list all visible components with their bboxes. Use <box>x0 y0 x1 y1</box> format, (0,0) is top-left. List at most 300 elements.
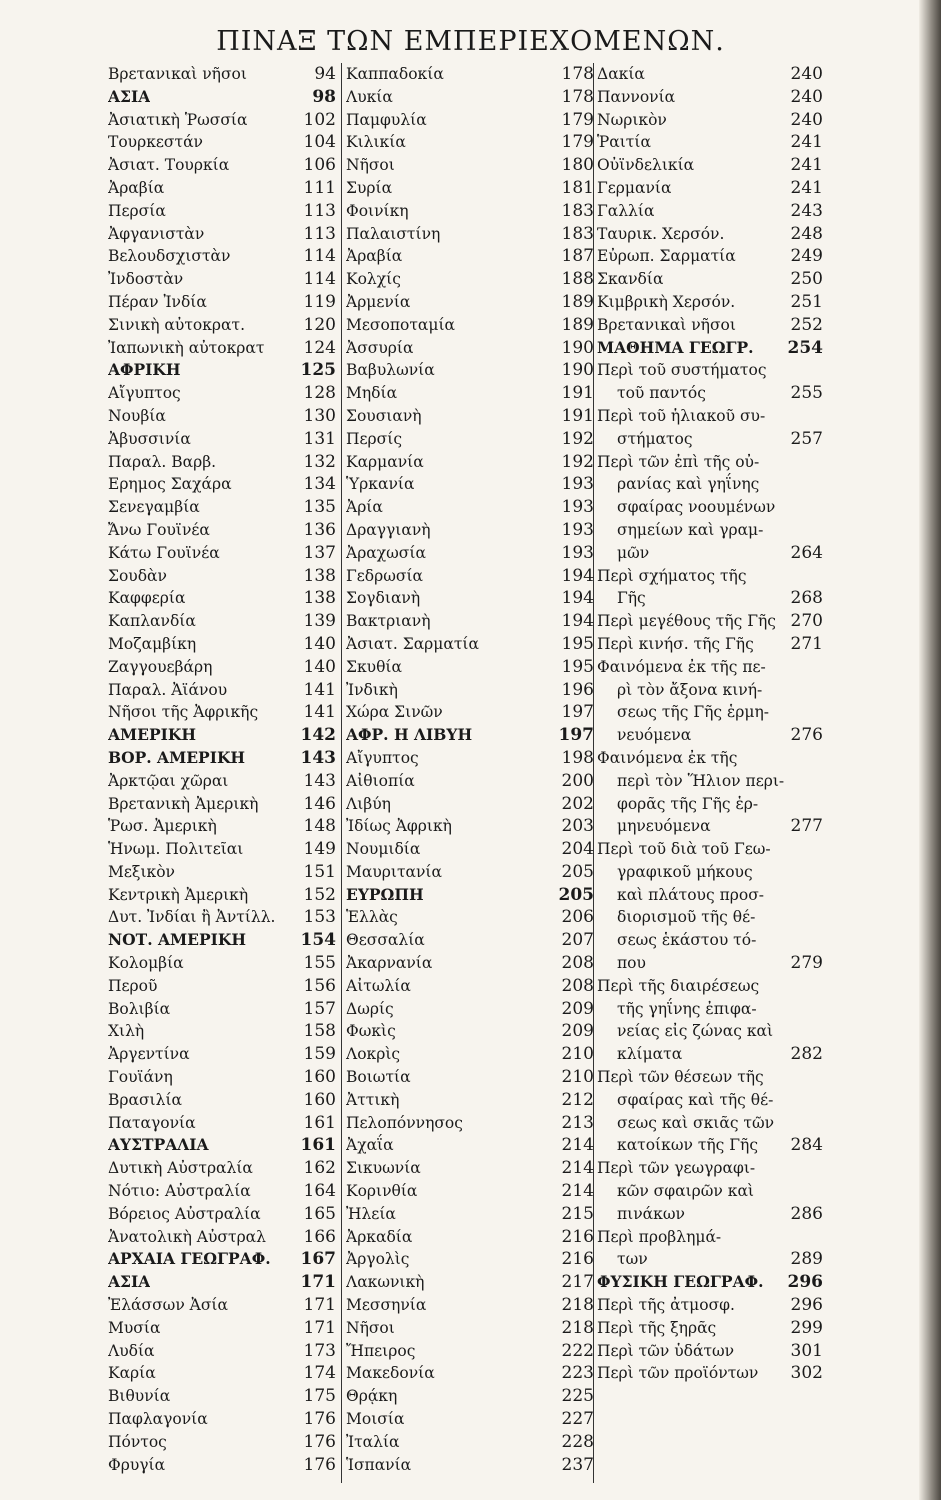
entry-label: Κεντρικὴ Ἀμερικὴ <box>108 885 249 904</box>
index-entry <box>346 793 594 816</box>
entry-page-number: 164 <box>303 1181 336 1202</box>
entry-label: Περὶ τῆς ἀτμοσφ. <box>597 1296 735 1315</box>
index-entry <box>595 496 823 519</box>
index-entry <box>108 359 336 382</box>
entry-label: Πόντος <box>108 1432 167 1451</box>
index-entry <box>595 770 823 793</box>
entry-page-number: 113 <box>303 200 336 221</box>
entry-page-number: 197 <box>558 725 594 746</box>
entry-page-number: 289 <box>790 1249 823 1270</box>
index-entry <box>108 337 336 360</box>
index-column-3 <box>595 63 823 1498</box>
index-entry <box>346 998 594 1021</box>
entry-label: Ὑρκανία <box>346 475 415 494</box>
index-entry <box>108 109 336 132</box>
entry-label: γραφικοῦ μήκους <box>617 862 753 881</box>
index-entry <box>595 565 823 588</box>
entry-label: Αἴγυπτος <box>108 384 181 403</box>
entry-page-number: 194 <box>561 611 594 632</box>
entry-page-number: 193 <box>561 542 594 563</box>
entry-page-number: 131 <box>303 428 336 449</box>
index-entry <box>346 701 594 724</box>
entry-page-number: 192 <box>561 451 594 472</box>
entry-page-number: 237 <box>561 1454 594 1475</box>
entry-page-number: 183 <box>561 223 594 244</box>
entry-page-number: 222 <box>561 1340 594 1361</box>
index-entry <box>595 1157 823 1180</box>
entry-page-number: 196 <box>561 679 594 700</box>
entry-page-number: 208 <box>561 953 594 974</box>
entry-page-number: 120 <box>303 314 336 335</box>
index-entry <box>346 245 594 268</box>
entry-label: Σινικὴ αὐτοκρατ. <box>108 315 246 334</box>
entry-label: ΑΥΣΤΡΑΛΙΑ <box>108 1135 209 1155</box>
entry-page-number: 193 <box>561 474 594 495</box>
entry-label: Βολιβία <box>108 999 171 1018</box>
entry-label: Ἐλάσσων Ἀσία <box>108 1296 228 1315</box>
entry-label: Ἀφγανιστὰν <box>108 224 205 243</box>
entry-label: Σουδὰν <box>108 566 167 585</box>
index-entry <box>595 1362 823 1385</box>
entry-label: Συρία <box>346 178 393 197</box>
entry-label: Ἰνδοστὰν <box>108 270 184 289</box>
index-entry <box>595 291 823 314</box>
index-entry <box>595 1066 823 1089</box>
entry-label: Παραλ. Ἀϊάνου <box>108 680 228 699</box>
entry-page-number: 214 <box>561 1158 594 1179</box>
index-entry <box>108 1066 336 1089</box>
entry-page-number: 146 <box>303 793 336 814</box>
index-entry <box>595 200 823 223</box>
index-entry <box>108 838 336 861</box>
entry-label: Γῆς <box>617 589 646 608</box>
entry-label: Ἀβυσσινία <box>108 429 191 448</box>
entry-page-number: 203 <box>561 816 594 837</box>
entry-page-number: 286 <box>790 1203 823 1224</box>
index-entry <box>595 724 823 747</box>
entry-page-number: 124 <box>303 337 336 358</box>
entry-page-number: 198 <box>561 747 594 768</box>
entry-page-number: 138 <box>303 588 336 609</box>
index-entry <box>595 747 823 770</box>
entry-label: Παλαιστίνη <box>346 224 441 243</box>
entry-page-number: 156 <box>303 975 336 996</box>
index-entry <box>346 496 594 519</box>
entry-label: Περὶ προβλημά- <box>597 1227 722 1246</box>
index-entry <box>108 793 336 816</box>
entry-label: Αἴγυπτος <box>346 748 419 767</box>
entry-page-number: 189 <box>561 314 594 335</box>
entry-label: Ταυρικ. Χερσόν. <box>597 224 725 243</box>
index-entry <box>108 1089 336 1112</box>
index-entry <box>108 382 336 405</box>
index-entry <box>346 1362 594 1385</box>
entry-page-number: 125 <box>300 360 336 381</box>
entry-label: διορισμοῦ τῆς θέ- <box>617 908 756 927</box>
index-entry <box>595 1226 823 1249</box>
index-entry <box>108 975 336 998</box>
entry-label: Περὶ κινήσ. τῆς Γῆς <box>597 634 754 653</box>
entry-label: Βρετανικαὶ νῆσοι <box>597 315 736 334</box>
index-entry <box>595 679 823 702</box>
entry-label: Βακτριανὴ <box>346 612 431 631</box>
entry-label: Βοιωτία <box>346 1068 411 1087</box>
entry-page-number: 151 <box>303 861 336 882</box>
index-entry <box>108 1112 336 1135</box>
index-entry <box>595 1271 823 1294</box>
entry-label: περὶ τὸν Ἥλιον περι- <box>617 771 785 790</box>
entry-page-number: 178 <box>561 86 594 107</box>
index-entry <box>346 1340 594 1363</box>
index-entry <box>346 975 594 998</box>
index-entry <box>108 679 336 702</box>
entry-label: Γαλλία <box>597 201 655 220</box>
entry-page-number: 111 <box>303 177 336 198</box>
index-entry <box>108 929 336 952</box>
index-entry <box>595 428 823 451</box>
entry-label: ΑΣΙΑ <box>108 86 151 106</box>
entry-page-number: 206 <box>561 907 594 928</box>
entry-label: ΒΟΡ. ΑΜΕΡΙΚΗ <box>108 747 246 767</box>
entry-page-number: 223 <box>561 1363 594 1384</box>
entry-label: Βιθυνία <box>108 1387 171 1406</box>
entry-page-number: 190 <box>561 337 594 358</box>
entry-label: σφαίρας νοουμένων <box>617 498 776 517</box>
index-entry <box>346 519 594 542</box>
entry-label: Πέραν Ἰνδία <box>108 292 207 311</box>
entry-label: Λυκία <box>346 87 393 106</box>
index-entry <box>108 906 336 929</box>
entry-page-number: 167 <box>300 1249 336 1270</box>
index-entry <box>595 884 823 907</box>
entry-label: νείας εἰς ζώνας καὶ <box>617 1022 774 1041</box>
index-entry <box>346 1089 594 1112</box>
index-entry <box>108 1020 336 1043</box>
index-entry <box>346 291 594 314</box>
index-entry <box>346 428 594 451</box>
entry-label: Ζαγγουεβάρη <box>108 657 213 676</box>
entry-label: ρανίας καὶ γηΐνης <box>617 475 760 494</box>
index-entry <box>595 1180 823 1203</box>
index-entry <box>346 929 594 952</box>
index-entry <box>346 177 594 200</box>
entry-page-number: 205 <box>558 884 594 905</box>
entry-label: Περὶ τῆς διαιρέσεως <box>597 976 760 995</box>
entry-label: Ἀραβία <box>108 178 165 197</box>
entry-page-number: 137 <box>303 542 336 563</box>
entry-label: Φοινίκη <box>346 201 409 220</box>
index-entry <box>595 793 823 816</box>
entry-page-number: 140 <box>303 633 336 654</box>
index-entry <box>595 633 823 656</box>
entry-label: Περὶ σχήματος τῆς <box>597 566 747 585</box>
entry-page-number: 179 <box>561 132 594 153</box>
index-entry <box>595 1134 823 1157</box>
column-divider <box>341 63 342 1483</box>
index-entry <box>108 1248 336 1271</box>
entry-label: Ἀρία <box>346 498 383 517</box>
entry-label: Ἀσσυρία <box>346 338 414 357</box>
entry-page-number: 282 <box>790 1044 823 1065</box>
entry-label: Νῆσοι τῆς Ἀφρικῆς <box>108 703 259 722</box>
index-entry <box>595 542 823 565</box>
entry-label: Οὐϊνδελικία <box>597 156 695 175</box>
index-entry <box>108 154 336 177</box>
entry-page-number: 142 <box>300 725 336 746</box>
entry-page-number: 183 <box>561 200 594 221</box>
entry-label: Βελουδσχιστὰν <box>108 247 231 266</box>
index-entry <box>346 131 594 154</box>
entry-page-number: 160 <box>303 1089 336 1110</box>
index-entry <box>595 906 823 929</box>
entry-label: Περὶ τῶν ὑδάτων <box>597 1341 735 1360</box>
index-entry <box>595 1294 823 1317</box>
index-entry <box>108 131 336 154</box>
entry-page-number: 194 <box>561 565 594 586</box>
entry-label: Παννονία <box>597 87 676 106</box>
index-entry <box>108 1271 336 1294</box>
index-entry <box>346 884 594 907</box>
index-entry <box>595 587 823 610</box>
entry-page-number: 104 <box>303 132 336 153</box>
entry-page-number: 204 <box>561 839 594 860</box>
index-entry <box>108 1340 336 1363</box>
entry-page-number: 161 <box>300 1135 336 1156</box>
index-entry <box>346 1248 594 1271</box>
index-entry <box>346 268 594 291</box>
entry-label: κατοίκων τῆς Γῆς <box>617 1136 759 1155</box>
index-entry <box>108 1043 336 1066</box>
entry-page-number: 98 <box>312 86 336 107</box>
entry-label: Θρᾴκη <box>346 1387 398 1406</box>
entry-label: Δυτικὴ Αὐστραλία <box>108 1159 253 1178</box>
entry-label: Περὶ μεγέθους τῆς Γῆς <box>597 612 776 631</box>
index-column-1 <box>108 63 336 1498</box>
entry-label: σημείων καὶ γραμ- <box>617 520 764 539</box>
entry-label: Ἀσιατ. Τουρκία <box>108 156 230 175</box>
index-entry <box>108 565 336 588</box>
entry-label: Φωκὶς <box>346 1022 396 1041</box>
entry-label: Βρετανικὴ Ἀμερικὴ <box>108 794 259 813</box>
entry-label: Χιλὴ <box>108 1022 145 1041</box>
index-entry <box>108 1317 336 1340</box>
entry-label: Γουϊάνη <box>108 1068 173 1087</box>
entry-page-number: 180 <box>561 155 594 176</box>
index-entry <box>595 268 823 291</box>
entry-page-number: 255 <box>790 383 823 404</box>
entry-page-number: 252 <box>790 314 823 335</box>
index-entry <box>346 610 594 633</box>
entry-label: ΑΡΧΑΙΑ ΓΕΩΓΡΑΦ. <box>108 1249 271 1269</box>
index-entry <box>108 656 336 679</box>
entry-label: πινάκων <box>617 1204 685 1223</box>
entry-page-number: 149 <box>303 839 336 860</box>
entry-label: μῶν <box>617 543 650 562</box>
index-entry <box>346 1134 594 1157</box>
entry-page-number: 195 <box>561 656 594 677</box>
entry-label: σεως τῆς Γῆς ἑρμη- <box>617 703 770 722</box>
entry-page-number: 216 <box>561 1226 594 1247</box>
index-entry <box>595 1112 823 1135</box>
index-entry <box>108 1454 336 1477</box>
entry-page-number: 189 <box>561 291 594 312</box>
index-entry <box>595 610 823 633</box>
entry-label: Ἀκαρνανία <box>346 954 433 973</box>
entry-label: Περσίς <box>346 429 402 448</box>
entry-page-number: 216 <box>561 1249 594 1270</box>
entry-page-number: 210 <box>561 1067 594 1088</box>
entry-label: Περοῦ <box>108 976 158 995</box>
index-entry <box>108 998 336 1021</box>
entry-label: καὶ πλάτους προσ- <box>617 885 765 904</box>
entry-page-number: 192 <box>561 428 594 449</box>
entry-label: Μεσσηνία <box>346 1296 427 1315</box>
entry-page-number: 299 <box>790 1317 823 1338</box>
index-entry <box>108 291 336 314</box>
entry-label: Κολχίς <box>346 270 401 289</box>
entry-label: Νουμιδία <box>346 840 421 859</box>
entry-label: Καπλανδία <box>108 612 196 631</box>
entry-page-number: 243 <box>790 200 823 221</box>
entry-label: Καρμανία <box>346 452 424 471</box>
index-entry <box>346 1294 594 1317</box>
index-entry <box>595 177 823 200</box>
entry-label: Μαυριτανία <box>346 862 442 881</box>
index-entry <box>108 496 336 519</box>
index-entry <box>595 1020 823 1043</box>
entry-label: Ἀσιατικὴ Ῥωσσία <box>108 110 248 129</box>
entry-page-number: 202 <box>561 793 594 814</box>
index-entry <box>595 223 823 246</box>
entry-label: Ἀρμενία <box>346 292 411 311</box>
entry-page-number: 171 <box>300 1272 336 1293</box>
entry-page-number: 271 <box>790 633 823 654</box>
index-entry <box>595 1203 823 1226</box>
entry-label: Ἰνδικὴ <box>346 680 398 699</box>
entry-page-number: 139 <box>303 611 336 632</box>
entry-page-number: 225 <box>561 1386 594 1407</box>
index-entry <box>108 451 336 474</box>
entry-label: Καππαδοκία <box>346 65 444 83</box>
entry-page-number: 134 <box>303 474 336 495</box>
entry-label: Περσία <box>108 201 166 220</box>
entry-label: Σενεγαμβία <box>108 498 200 517</box>
index-entry <box>108 1431 336 1454</box>
index-entry <box>108 1157 336 1180</box>
index-entry <box>595 952 823 975</box>
entry-label: Καφφερία <box>108 589 186 608</box>
entry-page-number: 188 <box>561 269 594 290</box>
entry-label: Περὶ τῶν γεωγραφι- <box>597 1159 756 1178</box>
entry-label: Φαινόμενα ἐκ τῆς <box>597 748 738 767</box>
index-entry <box>108 1203 336 1226</box>
entry-label: Ἡνωμ. Πολιτεῖαι <box>108 840 244 859</box>
index-entry <box>595 1248 823 1271</box>
index-entry <box>346 587 594 610</box>
entry-page-number: 218 <box>561 1317 594 1338</box>
index-entry <box>346 63 594 86</box>
index-entry <box>108 314 336 337</box>
entry-page-number: 207 <box>561 930 594 951</box>
entry-label: Ἀρκτῷαι χῶραι <box>108 771 229 790</box>
entry-label: κλίματα <box>617 1045 683 1064</box>
entry-label: Αἰθιοπία <box>346 771 415 790</box>
entry-page-number: 277 <box>790 816 823 837</box>
entry-label: Μεξικὸν <box>108 862 175 881</box>
entry-label: Ἀραβία <box>346 247 403 266</box>
entry-label: Νῆσοι <box>346 156 395 175</box>
entry-page-number: 240 <box>790 86 823 107</box>
entry-label: ΑΜΕΡΙΚΗ <box>108 725 197 745</box>
entry-page-number: 210 <box>561 1044 594 1065</box>
index-entry <box>346 154 594 177</box>
entry-page-number: 227 <box>561 1409 594 1430</box>
index-entry <box>595 656 823 679</box>
entry-page-number: 165 <box>303 1203 336 1224</box>
index-entry <box>595 314 823 337</box>
entry-page-number: 301 <box>790 1340 823 1361</box>
entry-label: ΦΥΣΙΚΗ ΓΕΩΓΡΑΦ. <box>597 1272 764 1292</box>
entry-page-number: 157 <box>303 998 336 1019</box>
entry-page-number: 176 <box>303 1409 336 1430</box>
index-entry <box>595 975 823 998</box>
index-entry <box>595 1340 823 1363</box>
entry-label: Βρετανικαὶ νῆσοι <box>108 65 247 83</box>
entry-page-number: 140 <box>303 656 336 677</box>
index-entry <box>108 428 336 451</box>
entry-page-number: 205 <box>561 861 594 882</box>
entry-label: Ἀργεντίνα <box>108 1045 190 1064</box>
entry-label: Πελοπόννησος <box>346 1113 463 1132</box>
entry-label: νευόμενα <box>617 726 692 745</box>
entry-page-number: 102 <box>303 109 336 130</box>
index-entry <box>595 131 823 154</box>
index-entry <box>346 1226 594 1249</box>
entry-label: Ἑλλὰς <box>346 908 398 927</box>
index-entry <box>346 952 594 975</box>
entry-page-number: 141 <box>303 679 336 700</box>
entry-page-number: 270 <box>790 611 823 632</box>
entry-label: Ἀσιατ. Σαρματία <box>346 634 479 653</box>
entry-label: τῆς γηΐνης ἐπιφα- <box>617 999 757 1018</box>
entry-page-number: 159 <box>303 1044 336 1065</box>
entry-page-number: 241 <box>790 155 823 176</box>
index-entry <box>108 884 336 907</box>
entry-page-number: 279 <box>790 953 823 974</box>
index-entry <box>346 1408 594 1431</box>
entry-label: Ἄνω Γουϊνέα <box>108 520 210 539</box>
index-entry <box>108 952 336 975</box>
entry-page-number: 250 <box>790 269 823 290</box>
page-edge-shadow <box>919 0 941 1500</box>
index-entry <box>595 154 823 177</box>
entry-label: Ερημος Σαχάρα <box>108 475 232 494</box>
page-title: ΠΙΝΑΞ ΤΩΝ ΕΜΠΕΡΙΕΧΟΜΕΝΩΝ. <box>216 26 725 57</box>
index-entry <box>108 200 336 223</box>
entry-label: Ἀχαΐα <box>346 1136 394 1155</box>
entry-page-number: 174 <box>303 1363 336 1384</box>
index-entry <box>108 86 336 109</box>
entry-page-number: 128 <box>303 383 336 404</box>
entry-label: Βόρειος Αὐστραλία <box>108 1204 261 1223</box>
index-entry <box>108 519 336 542</box>
index-entry <box>595 1317 823 1340</box>
index-entry <box>108 223 336 246</box>
entry-label: φορᾶς τῆς Γῆς ἑρ- <box>617 794 759 813</box>
index-entry <box>595 838 823 861</box>
entry-label: Λιβύη <box>346 794 391 813</box>
index-entry <box>108 1226 336 1249</box>
